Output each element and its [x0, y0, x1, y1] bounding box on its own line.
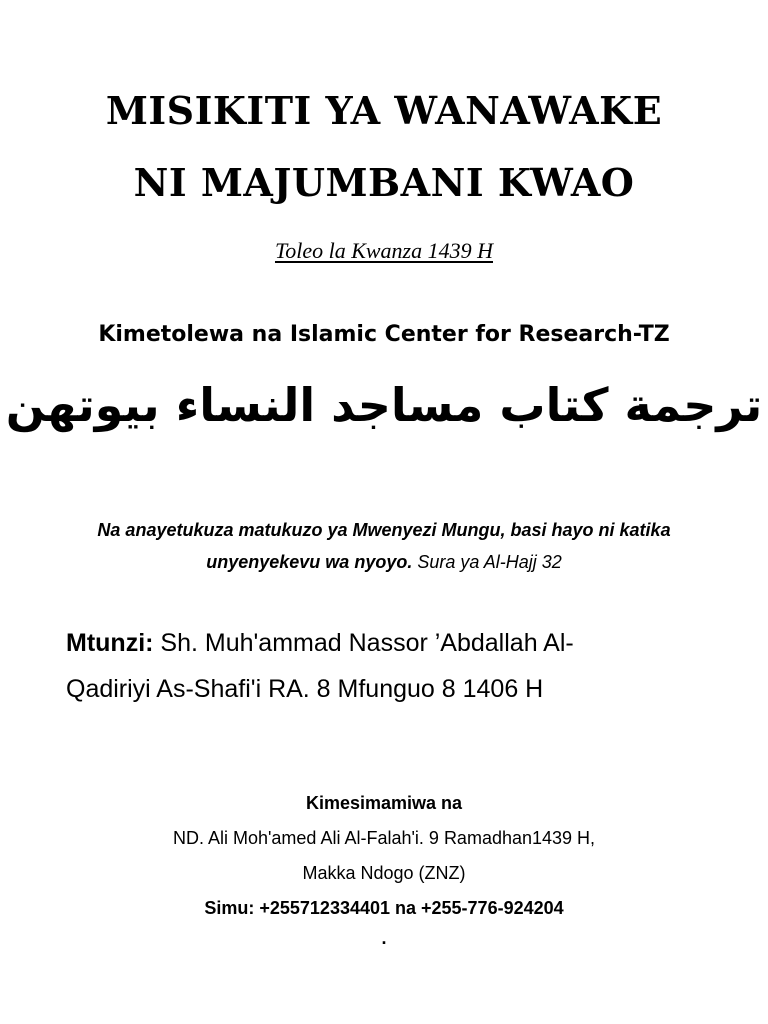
- sponsor-line-2: Makka Ndogo (ZNZ): [302, 863, 466, 883]
- author-line-2: Qadiriyi As-Shafi'i RA. 8 Mfunguo 8 1406 H: [66, 675, 544, 703]
- verse-quote: [40, 514, 728, 578]
- verse-reference: Sura ya Al-Hajj 32: [417, 552, 562, 572]
- author-label: Mtunzi:: [66, 629, 154, 657]
- sponsor-block: [0, 786, 768, 926]
- sponsor-line-1: ND. Ali Moh'amed Ali Al-Falah'i. 9 Ramadhan1439 H,: [172, 828, 596, 848]
- sponsor-heading: Kimesimamiwa na: [305, 793, 463, 813]
- arabic-title: ترجمة كتاب مساجد النساء بيوتهن: [5, 378, 763, 432]
- author-block: [66, 620, 726, 712]
- title-line-2: NI MAJUMBANI KWAO: [133, 160, 635, 205]
- edition-text: Toleo la Kwanza 1439 H: [274, 238, 493, 263]
- publisher-text: Kimetolewa na Islamic Center for Research-TZ: [98, 322, 670, 347]
- verse-text: Na anayetukuza matukuzo ya Mwenyezi Mungu, basi hayo ni katika unyenyekevu wa nyoyo.: [97, 520, 671, 572]
- title-line-1: MISIKITI YA WANAWAKE: [105, 88, 663, 133]
- author-line-1: Sh. Muh'ammad Nassor ’Abdallah Al-: [160, 629, 574, 657]
- sponsor-phone: Simu: +255712334401 na +255-776-924204: [204, 898, 564, 918]
- trailing-dot: .: [381, 928, 387, 948]
